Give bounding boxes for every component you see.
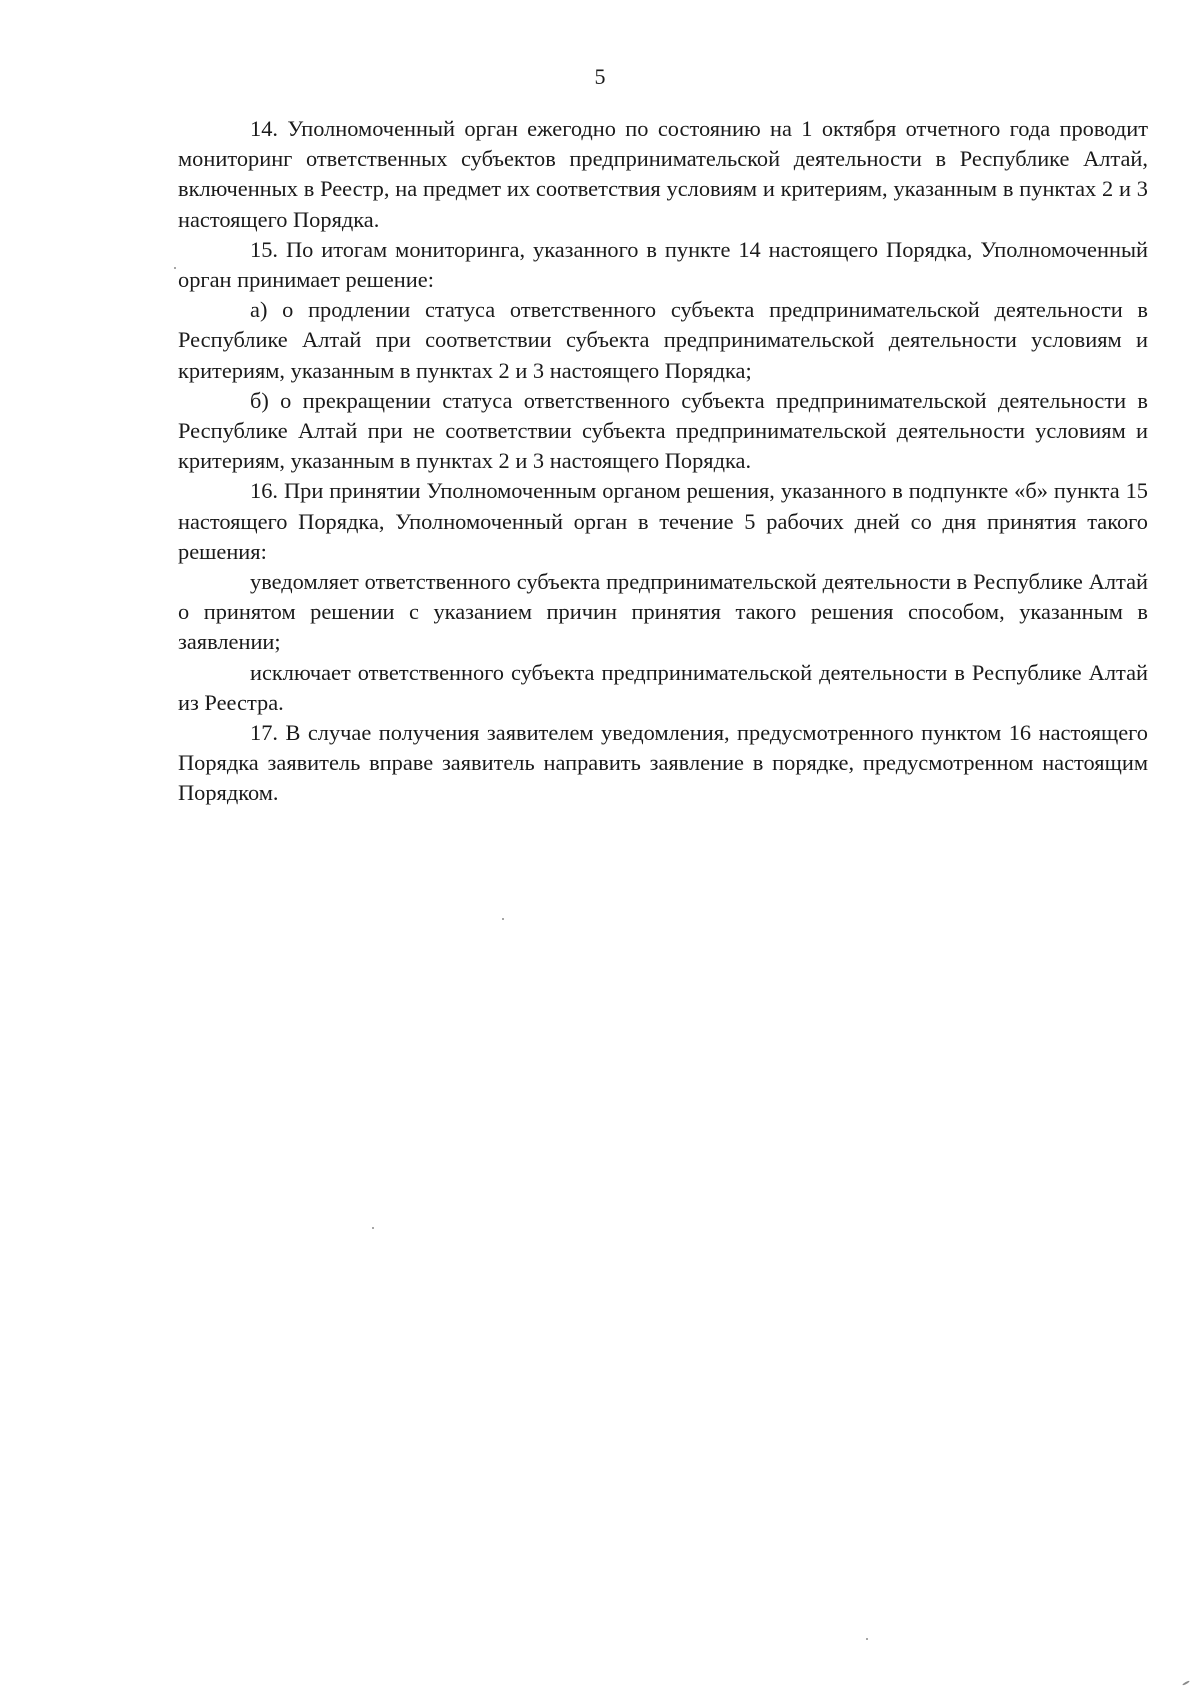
paragraph-16-notify: уведомляет ответственного субъекта предпринимательской деятельности в Республике Алтай о принятом решении с указанием причин принятия такого решения способом, указанным в заявлении; [178,569,1148,655]
scan-speck [1182,1680,1190,1686]
page-number: 5 [594,64,606,89]
scan-speck [174,267,176,269]
document-body [178,114,1148,809]
scan-speck [372,1227,374,1229]
paragraph-15-a: а) о продлении статуса ответственного субъекта предпринимательской деятельности в Республике Алтай при соответствии субъекта предпринимательской деятельности условиям и критериям, указанным в пунктах 2 и 3 настоящего Порядка; [178,297,1148,383]
scan-speck [502,918,504,920]
paragraph-14: 14. Уполномоченный орган ежегодно по состоянию на 1 октября отчетного года проводит мониторинг ответственных субъектов предпринимательской деятельности в Республике Алтай, включенных в Реестр, на предмет их соответствия условиям и критериям, указанным в пунктах 2 и 3 настоящего Порядка. [178,116,1148,232]
paragraph-16: 16. При принятии Уполномоченным органом решения, указанного в подпункте «б» пункта 15 настоящего Порядка, Уполномоченный орган в течение 5 рабочих дней со дня принятия такого решения: [178,478,1148,564]
scan-speck [866,1638,868,1640]
paragraph-16-exclude: исключает ответственного субъекта предпринимательской деятельности в Республике Алтай из Реестра. [178,659,1148,715]
paragraph-15: 15. По итогам мониторинга, указанного в пункте 14 настоящего Порядка, Уполномоченный орган принимает решение: [178,236,1148,293]
paragraph-17: 17. В случае получения заявителем уведомления, предусмотренного пунктом 16 настоящего Порядка заявитель вправе заявитель направить заявление в порядке, предусмотренном настоящим Порядком. [178,720,1148,806]
paragraph-15-b: б) о прекращении статуса ответственного субъекта предпринимательской деятельности в Республике Алтай при не соответствии субъекта предпринимательской деятельности условиям и критериям, указанным в пунктах 2 и 3 настоящего Порядка. [178,387,1148,474]
